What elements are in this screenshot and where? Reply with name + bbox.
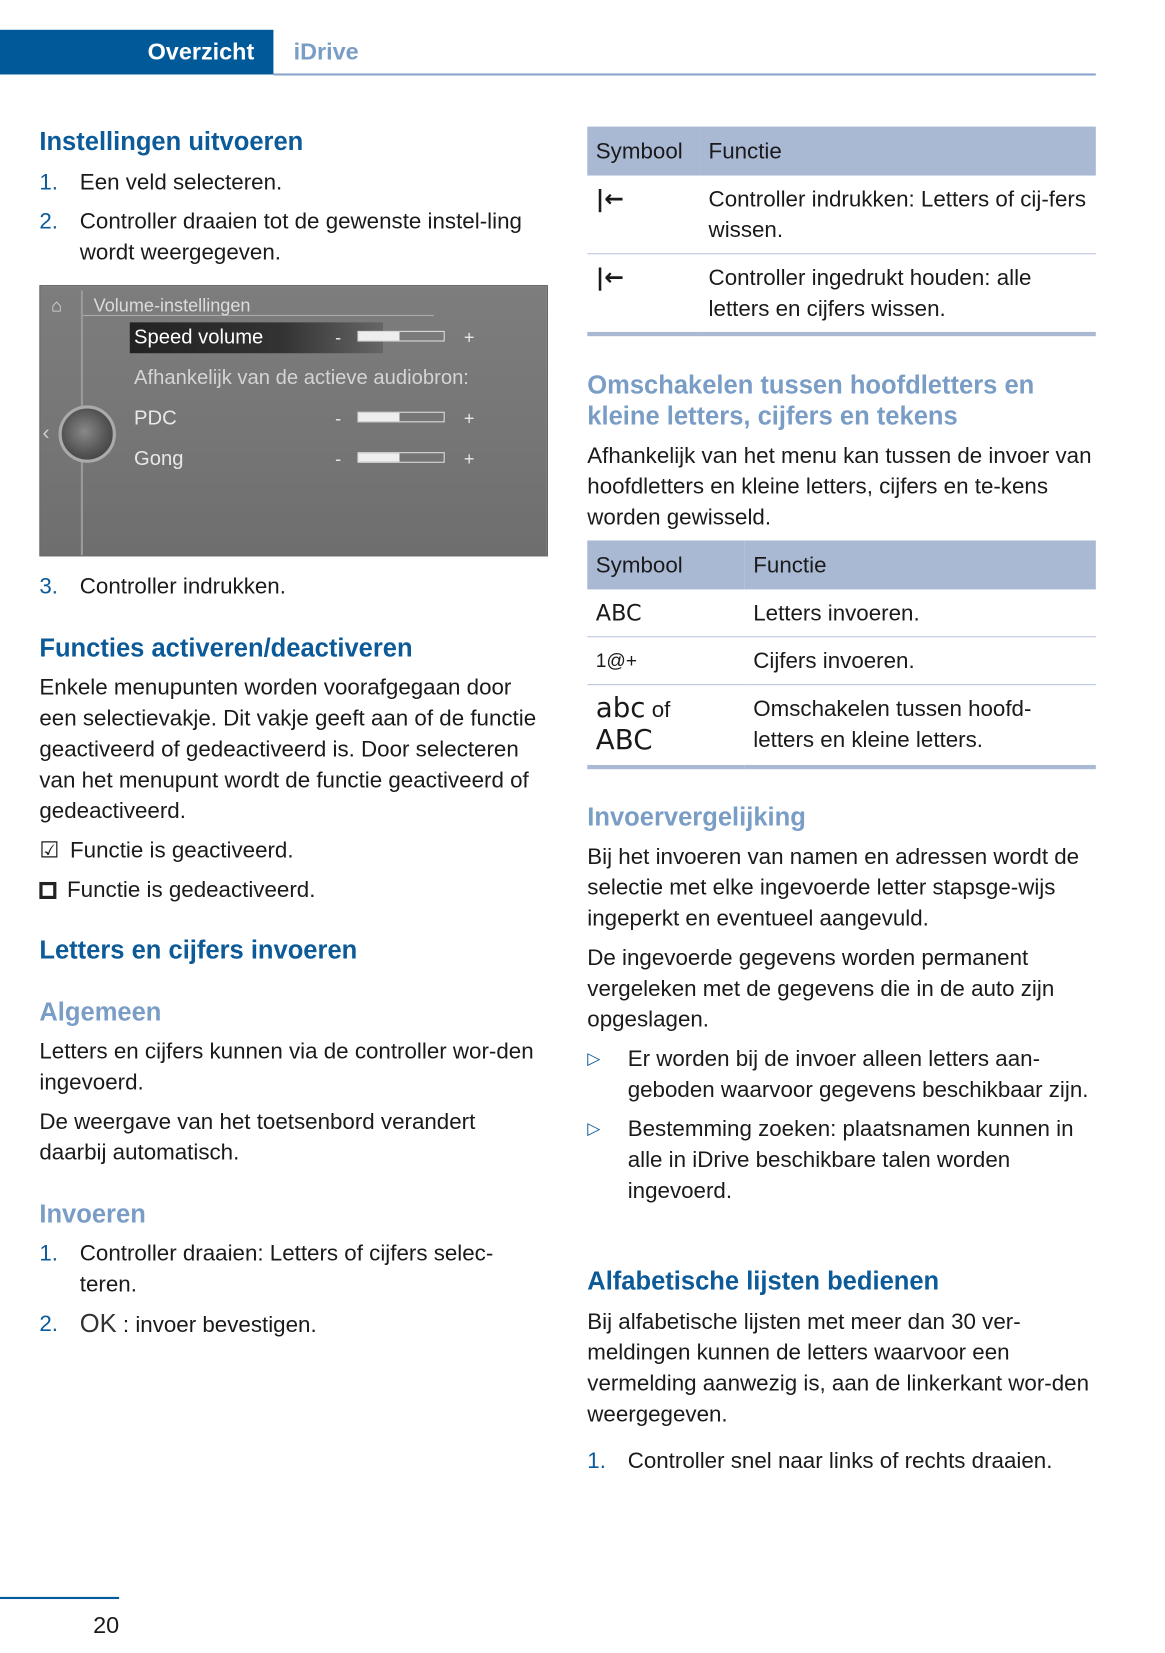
- step-text: Controller draaien tot de gewenste instel-ling wordt weergegeven.: [79, 209, 522, 265]
- heading-algemeen: Algemeen: [39, 997, 162, 1027]
- home-icon: ⌂: [51, 295, 63, 316]
- header-tab-idrive[interactable]: iDrive: [293, 38, 359, 65]
- minus-icon: -: [335, 408, 342, 429]
- heading-alfabetische-lijsten: Alfabetische lijsten bedienen: [587, 1267, 940, 1296]
- triangle-bullet-icon: ▷: [587, 1050, 601, 1069]
- screen-row-speed-volume: Speed volume: [130, 322, 383, 353]
- table-row: [587, 637, 1096, 685]
- paragraph: De ingevoerde gegevens worden permanent vergeleken met de gegevens die in de auto zijn opgeslagen.: [587, 945, 1055, 1032]
- table-row: [587, 685, 1096, 767]
- table-cell: Cijfers invoeren.: [745, 637, 1096, 685]
- ok-icon: OK: [79, 1309, 117, 1339]
- heading-omschakelen: Omschakelen tussen hoofdletters en kleine letters, cijfers en tekens: [587, 371, 1035, 431]
- table-delete-symbols: [587, 127, 1096, 337]
- step-number: 1.: [39, 170, 58, 195]
- screen-row-audio-label: Afhankelijk van de actieve audiobron:: [134, 367, 469, 390]
- step-item: [39, 571, 548, 602]
- heading-letters-cijfers: Letters en cijfers invoeren: [39, 936, 358, 965]
- screen-row-pdc: PDC: [134, 407, 177, 430]
- paragraph: Bij het invoeren van namen en adressen wordt de selectie met elke ingevoerde letter stapsge-wijs ingeperkt en eventueel aangevuld.: [587, 844, 1080, 931]
- or-label: of: [651, 697, 671, 723]
- col-header-symbool: Symbool: [587, 540, 744, 589]
- checkbox-checked-icon: ☑: [39, 837, 60, 863]
- step-text: : invoer bevestigen.: [116, 1312, 317, 1338]
- paragraph: De weergave van het toetsenbord verandert daarbij automatisch.: [39, 1109, 476, 1165]
- screen-row-gong: Gong: [134, 447, 184, 471]
- paragraph: Bij alfabetische lijsten met meer dan 30 ver-meldingen kunnen de letters waarvoor een vermelding aanwezig is, aan de linkerkant wor-den weergegeven.: [587, 1309, 1090, 1427]
- back-arrow-icon: ‹: [42, 421, 50, 445]
- bullet-text: Bestemming zoeken: plaatsnamen kunnen in alle in iDrive beschikbare talen worden ingevoerd.: [627, 1117, 1074, 1204]
- plus-icon: +: [463, 327, 475, 348]
- bullet-item: [587, 1114, 1096, 1207]
- abc-upper-icon: ABC: [595, 724, 653, 757]
- legend-text: Functie is gedeactiveerd.: [67, 877, 316, 903]
- step-number: 2.: [39, 1311, 58, 1337]
- step-number: 1.: [39, 1241, 58, 1267]
- unchecked-legend: [39, 875, 548, 906]
- col-header-functie: Functie: [700, 127, 1096, 176]
- plus-icon: +: [463, 448, 475, 470]
- controller-knob-icon: [59, 405, 116, 462]
- step-text: Controller indrukken.: [79, 574, 286, 599]
- header-tab-overzicht[interactable]: Overzicht: [0, 30, 273, 75]
- step-number: 3.: [39, 574, 58, 599]
- step-number: 2.: [39, 209, 58, 235]
- steps-instellingen: [39, 167, 548, 268]
- table-row: [587, 589, 1096, 636]
- footer-divider: [0, 1597, 119, 1599]
- checked-legend: [39, 835, 548, 866]
- steps-invoeren: [39, 1238, 548, 1340]
- case-toggle-cell: [587, 685, 744, 767]
- table-row: [587, 176, 1096, 254]
- volume-slider: [357, 331, 444, 342]
- heading-invoervergelijking: Invoervergelijking: [587, 803, 806, 832]
- heading-functies: Functies activeren/deactiveren: [39, 634, 413, 663]
- step-number: 1.: [587, 1449, 606, 1474]
- col-header-symbool: Symbool: [587, 127, 700, 176]
- paragraph: Enkele menupunten worden voorafgegaan door een selectievakje. Dit vakje geeft aan of de functie geactiveerd of gedeactiveerd is. Door selecteren van het menupunt wordt de functie geactiveerd of gedeactiveerd.: [39, 675, 537, 824]
- col-header-functie: Functie: [745, 540, 1096, 589]
- bullet-list: [587, 1044, 1096, 1207]
- table-row: [587, 254, 1096, 334]
- table-input-modes: [587, 540, 1096, 769]
- minus-icon: -: [335, 448, 342, 470]
- idrive-screen-image: [39, 285, 548, 556]
- step-item: [587, 1446, 1096, 1477]
- table-cell: Controller ingedrukt houden: alle letters en cijfers wissen.: [700, 254, 1096, 334]
- step-item: [39, 1238, 548, 1300]
- step-text: Controller snel naar links of rechts draaien.: [627, 1449, 1053, 1474]
- bullet-text: Er worden bij de invoer alleen letters aan-geboden waarvoor gegevens beschikbaar zijn.: [627, 1046, 1089, 1103]
- volume-slider: [357, 452, 444, 463]
- table-cell: Controller indrukken: Letters of cij-fers wissen.: [700, 176, 1096, 254]
- delete-all-icon: |←: [587, 254, 700, 334]
- plus-icon: +: [463, 408, 475, 429]
- minus-icon: -: [335, 327, 342, 348]
- delete-icon: |←: [587, 176, 700, 254]
- bullet-item: [587, 1044, 1096, 1106]
- abc-upper-icon: ABC: [587, 589, 744, 636]
- step-item: [39, 1309, 548, 1341]
- step-text: Controller draaien: Letters of cijfers selec-teren.: [79, 1241, 494, 1297]
- triangle-bullet-icon: ▷: [587, 1120, 601, 1139]
- table-cell: Letters invoeren.: [745, 589, 1096, 636]
- paragraph: Letters en cijfers kunnen via de controller wor-den ingevoerd.: [39, 1039, 534, 1095]
- step-text: Een veld selecteren.: [79, 170, 283, 195]
- checkbox-unchecked-icon: [39, 882, 56, 899]
- abc-lower-icon: abc: [595, 692, 646, 725]
- numbers-symbols-icon: 1@+: [587, 637, 744, 685]
- table-cell: Omschakelen tussen hoofd-letters en kleine letters.: [745, 685, 1096, 767]
- header-divider: [273, 73, 1095, 75]
- screen-title: Volume-instellingen: [93, 295, 251, 316]
- heading-instellingen-uitvoeren: Instellingen uitvoeren: [39, 127, 304, 157]
- page-number: 20: [93, 1611, 120, 1639]
- heading-invoeren: Invoeren: [39, 1200, 146, 1229]
- volume-slider: [357, 412, 444, 423]
- step-item: [39, 206, 548, 268]
- step-item: [39, 167, 548, 198]
- legend-text: Functie is geactiveerd.: [70, 838, 294, 863]
- paragraph: Afhankelijk van het menu kan tussen de invoer van hoofdletters en kleine letters, cijfers en te-kens worden gewisseld.: [587, 443, 1092, 530]
